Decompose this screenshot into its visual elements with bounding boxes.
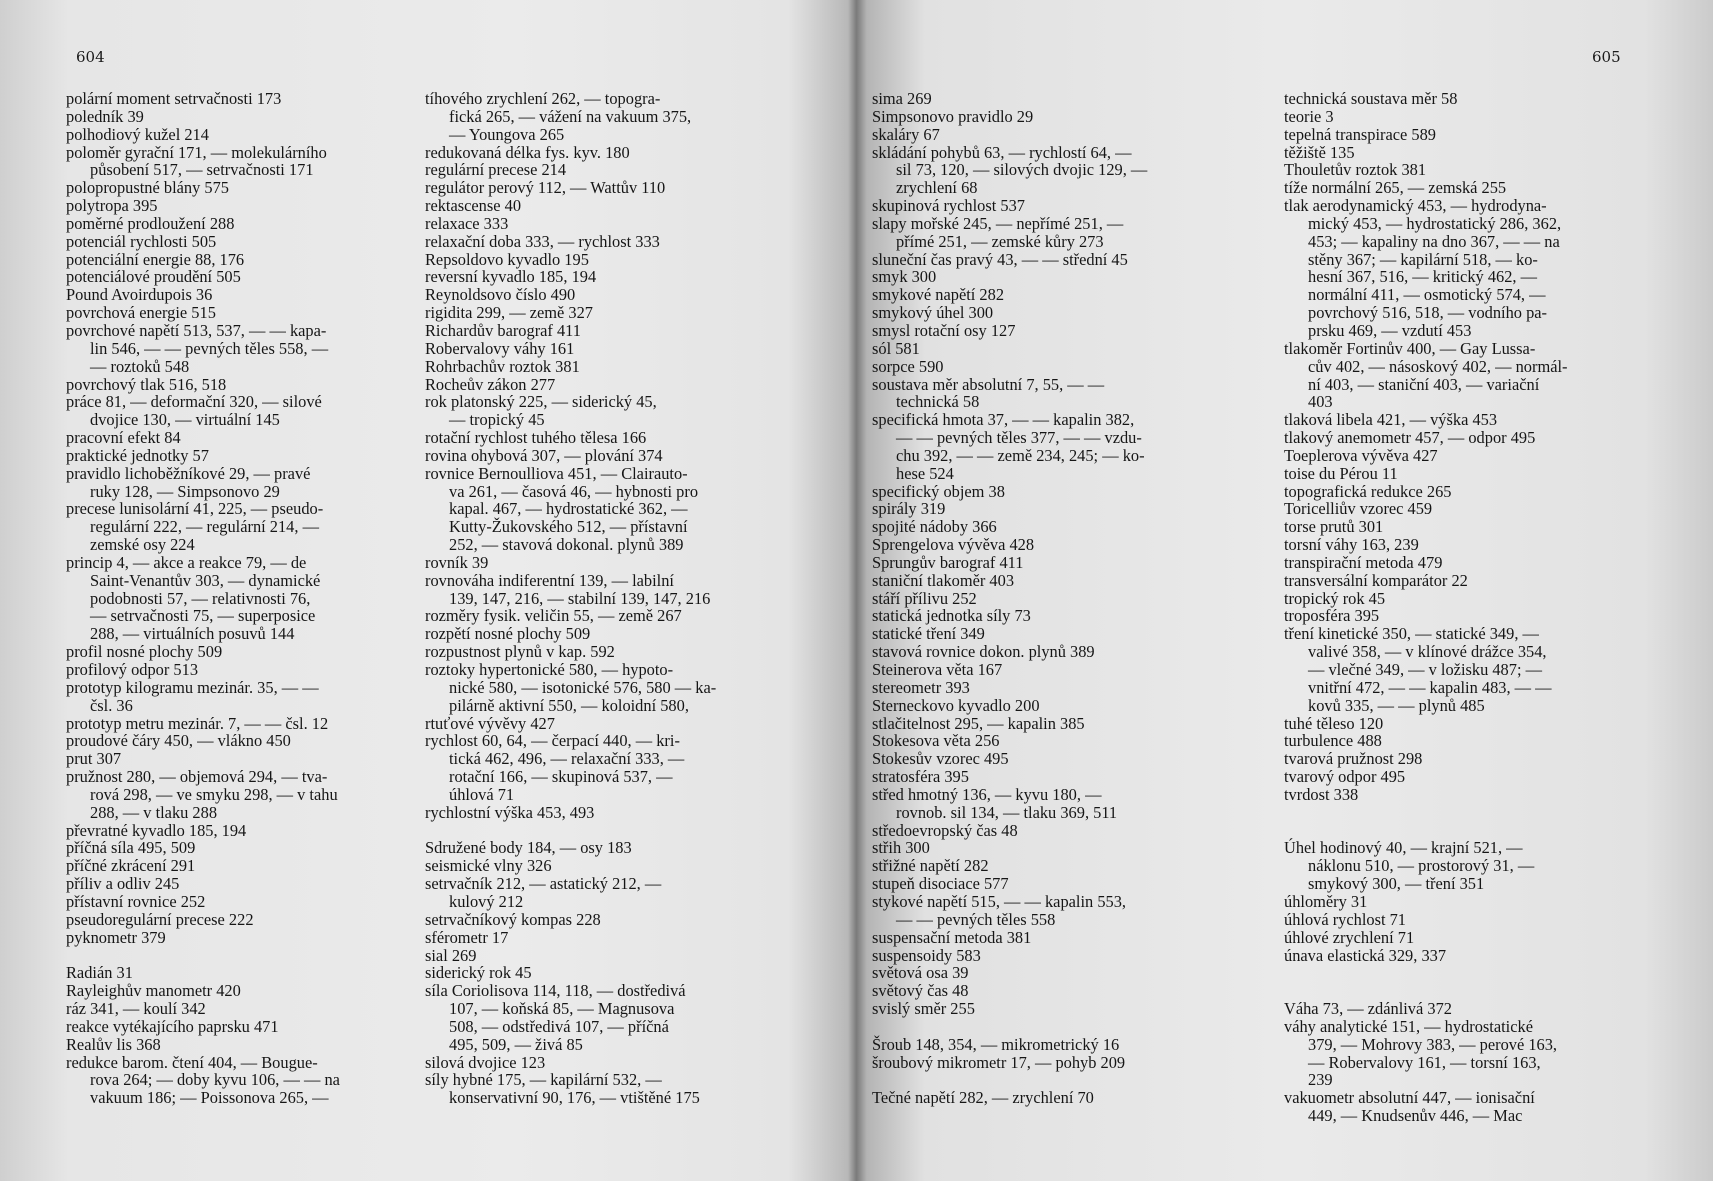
- index-entry: seismické vlny 326: [425, 856, 552, 876]
- index-entry: poledník 39: [66, 106, 144, 126]
- index-entry: Stokesova věta 256: [872, 731, 1000, 751]
- index-entry: rovina ohybová 307, — plování 374: [425, 445, 663, 465]
- index-entry: reakce vytékajícího paprsku 471: [66, 1016, 279, 1036]
- index-entry: Steinerova věta 167: [872, 660, 1003, 679]
- page-number: 605: [1592, 48, 1621, 66]
- index-entry: smysl rotační osy 127: [872, 320, 1016, 340]
- index-entry: polopropustné blány 575: [66, 178, 229, 198]
- index-entry: přístavní rovnice 252: [66, 891, 206, 911]
- index-entry: těžiště 135: [1284, 142, 1355, 162]
- index-entry: princip 4, — akce a reakce 79, — de Saint-Venantův 303, — dynamické podobnosti 57, — relativnosti 76, — setrvačnosti 75, — superposice 288, — virtuálních posuvů 144: [66, 552, 321, 644]
- index-entry: regulární precese 214: [425, 160, 567, 180]
- index-entry: tuhé těleso 120: [1284, 713, 1384, 733]
- index-entry: silová dvojice 123: [425, 1052, 546, 1072]
- index-entry: tíhového zrychlení 262, — topogra- fická 265, — vážení na vakuum 375, — Youngova 265: [425, 89, 692, 144]
- index-entry: Rayleighův manometr 420: [66, 981, 241, 1001]
- index-entry: příčné zkrácení 291: [66, 856, 196, 876]
- index-entry: příčná síla 495, 509: [66, 838, 196, 858]
- index-entry: troposféra 395: [1284, 606, 1380, 626]
- index-entry: relaxační doba 333, — rychlost 333: [425, 231, 660, 251]
- index-entry: Rohrbachův roztok 381: [425, 356, 580, 376]
- index-entry: Richardův barograf 411: [425, 320, 581, 340]
- index-entry: reversní kyvadlo 185, 194: [425, 267, 597, 287]
- index-entry: spirály 319: [872, 499, 946, 519]
- index-entry: šroubový mikrometr 17, — pohyb 209: [872, 1052, 1126, 1072]
- index-entry: únava elastická 329, 337: [1284, 945, 1447, 965]
- index-entry: skládání pohybů 63, — rychlostí 64, — sil 73, 120, — silových dvojic 129, — zrychlení 68: [872, 142, 1148, 198]
- index-entry: Toeplerova vývěva 427: [1284, 445, 1438, 465]
- index-entry: redukovaná délka fys. kyv. 180: [425, 142, 630, 162]
- index-entry: specifický objem 38: [872, 481, 1005, 501]
- index-entry: turbulence 488: [1284, 731, 1382, 751]
- index-entry: stereometr 393: [872, 677, 970, 697]
- index-entry: profilový odpor 513: [66, 660, 199, 679]
- index-entry: topografická redukce 265: [1284, 481, 1452, 501]
- section-gap: [1284, 964, 1614, 982]
- index-entry: pravidlo lichoběžníkové 29, — pravé ruky 128, — Simpsonovo 29: [66, 463, 311, 501]
- index-entry: pracovní efekt 84: [66, 428, 181, 448]
- index-entry: tropický rok 45: [1284, 588, 1386, 608]
- index-entry: Sdružené body 184, — osy 183: [425, 838, 632, 858]
- index-entry: Robervalovy váhy 161: [425, 338, 575, 358]
- index-entry: pyknometr 379: [66, 927, 166, 947]
- index-entry: specifická hmota 37, — — kapalin 382, — — pevných těles 377, — — vzdu- chu 392, — — země 234, 245; — ko- hese 524: [872, 410, 1145, 483]
- index-entry: tepelná transpirace 589: [1284, 124, 1436, 144]
- index-entry: sorpce 590: [872, 356, 944, 376]
- index-entry: úhloměry 31: [1284, 891, 1368, 911]
- index-entry: torsní váhy 163, 239: [1284, 535, 1419, 555]
- index-entry: sférometr 17: [425, 927, 509, 947]
- section-gap: [425, 822, 771, 840]
- index-entry: Tečné napětí 282, — zrychlení 70: [872, 1088, 1094, 1108]
- index-entry: profil nosné plochy 509: [66, 642, 223, 662]
- index-entry: sial 269: [425, 945, 477, 965]
- index-entry: smykové napětí 282: [872, 285, 1005, 305]
- index-entry: prototyp kilogramu mezinár. 35, — — čsl. 36: [66, 677, 319, 715]
- index-entry: spojité nádoby 366: [872, 517, 997, 537]
- index-entry: tvarová pružnost 298: [1284, 749, 1423, 769]
- index-entry: světová osa 39: [872, 963, 969, 983]
- index-column-2: [425, 90, 771, 1107]
- index-entry: rychlost 60, 64, — čerpací 440, — kri- tická 462, 496, — relaxační 333, — rotační 166, — skupinová 537, — úhlová 71: [425, 731, 685, 804]
- index-entry: ráz 341, — koulí 342: [66, 999, 206, 1019]
- section-gap: [66, 947, 412, 965]
- index-entry: tření kinetické 350, — statické 349, — valivé 358, — v klínové drážce 354, — vlečné 349, — v ložisku 487; — vnitřní 472, — — kapalin 483, — — kovů 335, — — plynů 485: [1284, 624, 1552, 715]
- index-entry: střed hmotný 136, — kyvu 180, — rovnob. sil 134, — tlaku 369, 511: [872, 784, 1118, 822]
- index-entry: Toricelliův vzorec 459: [1284, 499, 1433, 519]
- index-entry: suspensoidy 583: [872, 945, 981, 965]
- index-entry: staniční tlakoměr 403: [872, 570, 1015, 590]
- index-entry: siderický rok 45: [425, 963, 532, 983]
- section-gap: [1284, 804, 1614, 822]
- index-entry: střižné napětí 282: [872, 856, 989, 876]
- index-entry: sluneční čas pravý 43, — — střední 45: [872, 249, 1128, 269]
- index-entry: polární moment setrvačnosti 173: [66, 89, 282, 108]
- index-entry: prototyp metru mezinár. 7, — — čsl. 12: [66, 713, 329, 733]
- index-entry: povrchové napětí 513, 537, — — kapa- lin 546, — — pevných těles 558, — — roztoků 548: [66, 320, 329, 376]
- index-entry: statická jednotka síly 73: [872, 606, 1031, 626]
- index-entry: úhlová rychlost 71: [1284, 909, 1407, 929]
- index-entry: redukce barom. čtení 404, — Bougue- rova 264; — doby kyvu 106, — — na vakuum 186; — Poissonova 265, —: [66, 1052, 340, 1108]
- index-entry: soustava měr absolutní 7, 55, — — technická 58: [872, 374, 1105, 412]
- section-gap: [1284, 982, 1614, 1000]
- index-entry: transpirační metoda 479: [1284, 552, 1443, 572]
- index-entry: Radián 31: [66, 963, 133, 983]
- index-entry: tlak aerodynamický 453, — hydrodyna- mický 453, — hydrostatický 286, 362, 453; — kapaliny na dno 367, — — na stěny 367; — kapilární 518, — ko- hesní 367, 516, — kritický 462, — normální 411, — osmotický 574, — povrchový 516, 518, — vodního pa- prsku 469, — vzdutí 453: [1284, 196, 1562, 340]
- index-entry: potenciálové proudění 505: [66, 267, 241, 287]
- index-entry: precese lunisolární 41, 225, — pseudo- regulární 222, — regulární 214, — zemské osy 224: [66, 499, 324, 555]
- index-entry: Stokesův vzorec 495: [872, 749, 1009, 769]
- index-column-1: [872, 90, 1202, 1107]
- index-column-2: [1284, 90, 1614, 1125]
- index-entry: stáří přílivu 252: [872, 588, 977, 608]
- index-entry: praktické jednotky 57: [66, 445, 209, 465]
- index-entry: úhlové zrychlení 71: [1284, 927, 1415, 947]
- index-entry: tvarový odpor 495: [1284, 767, 1406, 787]
- index-entry: Rocheův zákon 277: [425, 374, 556, 394]
- section-gap: [872, 1071, 1202, 1089]
- index-entry: skupinová rychlost 537: [872, 196, 1025, 216]
- section-gap: [872, 1018, 1202, 1036]
- index-entry: vakuometr absolutní 447, — ionisační 449, — Knudsenův 446, — Mac: [1284, 1088, 1535, 1126]
- index-entry: slapy mořské 245, — nepřímé 251, — přímé 251, — zemské kůry 273: [872, 213, 1124, 251]
- index-entry: relaxace 333: [425, 213, 509, 233]
- index-entry: poměrné prodloužení 288: [66, 213, 235, 233]
- index-entry: tlaková libela 421, — výška 453: [1284, 410, 1498, 430]
- index-entry: transversální komparátor 22: [1284, 570, 1468, 590]
- index-entry: prut 307: [66, 749, 122, 769]
- index-entry: proudové čáry 450, — vlákno 450: [66, 731, 291, 751]
- index-entry: převratné kyvadlo 185, 194: [66, 820, 247, 840]
- index-entry: Realův lis 368: [66, 1034, 161, 1054]
- index-entry: rektascense 40: [425, 196, 522, 216]
- index-entry: rotační rychlost tuhého tělesa 166: [425, 428, 647, 448]
- index-entry: Simpsonovo pravidlo 29: [872, 106, 1034, 126]
- index-entry: sima 269: [872, 89, 932, 108]
- index-entry: rok platonský 225, — siderický 45, — tropický 45: [425, 392, 657, 430]
- index-entry: síly hybné 175, — kapilární 532, — konservativní 90, 176, — vtištěné 175: [425, 1070, 700, 1108]
- index-entry: tlakový anemometr 457, — odpor 495: [1284, 428, 1536, 448]
- index-entry: potenciál rychlosti 505: [66, 231, 217, 251]
- index-entry: potenciální energie 88, 176: [66, 249, 245, 269]
- index-entry: pružnost 280, — objemová 294, — tva- rová 298, — ve smyku 298, — v tahu 288, — v tlaku 288: [66, 767, 338, 822]
- index-entry: tlakoměr Fortinův 400, — Gay Lussa- cův 402, — násoskový 402, — normál- ní 403, — staniční 403, — variační 403: [1284, 338, 1568, 412]
- index-entry: světový čas 48: [872, 981, 969, 1001]
- index-entry: stavová rovnice dokon. plynů 389: [872, 642, 1095, 662]
- index-entry: setrvačník 212, — astatický 212, — kulový 212: [425, 874, 662, 911]
- index-entry: Váha 73, — zdánlivá 372: [1284, 999, 1452, 1019]
- right-page: [852, 0, 1713, 1181]
- index-entry: rozpustnost plynů v kap. 592: [425, 642, 615, 662]
- index-entry: teorie 3: [1284, 106, 1334, 126]
- index-entry: síla Coriolisova 114, 118, — dostředivá 107, — koňská 85, — Magnusova 508, — odstředivá 107, — příčná 495, 509, — živá 85: [425, 981, 686, 1054]
- index-entry: roztoky hypertonické 580, — hypoto- nické 580, — isotonické 576, 580 — ka- pilárně aktivní 550, — koloidní 580,: [425, 660, 717, 715]
- index-entry: Sprungův barograf 411: [872, 552, 1024, 572]
- index-entry: Pound Avoirdupois 36: [66, 285, 213, 305]
- index-entry: středoevropský čas 48: [872, 820, 1018, 840]
- index-entry: polhodiový kužel 214: [66, 124, 209, 144]
- index-entry: statické tření 349: [872, 624, 985, 644]
- index-entry: smyk 300: [872, 267, 937, 287]
- index-entry: rovnováha indiferentní 139, — labilní 139, 147, 216, — stabilní 139, 147, 216: [425, 570, 711, 608]
- index-entry: svislý směr 255: [872, 999, 975, 1019]
- index-entry: rigidita 299, — země 327: [425, 303, 593, 323]
- index-entry: setrvačníkový kompas 228: [425, 909, 601, 929]
- index-entry: střih 300: [872, 838, 930, 858]
- index-entry: poloměr gyrační 171, — molekulárního působení 517, — setrvačnosti 171: [66, 142, 327, 180]
- index-entry: Sprengelova vývěva 428: [872, 535, 1035, 555]
- index-entry: rtuťové vývěvy 427: [425, 713, 555, 733]
- section-gap: [1284, 822, 1614, 840]
- page-number: 604: [76, 48, 105, 66]
- index-entry: stupeň disociace 577: [872, 874, 1009, 894]
- index-entry: povrchová energie 515: [66, 303, 216, 323]
- index-entry: rozměry fysik. veličin 55, — země 267: [425, 606, 682, 626]
- index-entry: rovník 39: [425, 552, 489, 572]
- index-entry: váhy analytické 151, — hydrostatické 379, — Mohrovy 383, — perové 163, — Robervalovy 161, — torsní 163, 239: [1284, 1016, 1558, 1090]
- index-entry: tvrdost 338: [1284, 784, 1359, 804]
- index-entry: pseudoregulární precese 222: [66, 909, 254, 929]
- index-entry: technická soustava měr 58: [1284, 89, 1458, 108]
- left-page: [0, 0, 850, 1181]
- index-entry: příliv a odliv 245: [66, 874, 180, 894]
- index-entry: stratosféra 395: [872, 767, 969, 787]
- index-entry: tíže normální 265, — zemská 255: [1284, 178, 1507, 198]
- index-entry: Úhel hodinový 40, — krajní 521, — náklonu 510, — prostorový 31, — smykový 300, — tření 351: [1284, 838, 1535, 894]
- index-entry: Sterneckovo kyvadlo 200: [872, 695, 1040, 715]
- index-entry: torse prutů 301: [1284, 517, 1384, 537]
- index-entry: rozpětí nosné plochy 509: [425, 624, 591, 644]
- index-entry: rovnice Bernoulliova 451, — Clairauto- va 261, — časová 46, — hybnosti pro kapal. 467, — hydrostatické 362, — Kutty-Žukovského 512, — přístavní 252, — stavová dokonal. plynů 389: [425, 463, 699, 555]
- index-entry: toise du Pérou 11: [1284, 463, 1398, 483]
- index-entry: skaláry 67: [872, 124, 940, 144]
- index-entry: povrchový tlak 516, 518: [66, 374, 227, 394]
- index-column-1: [66, 90, 412, 1107]
- index-entry: regulátor perový 112, — Wattův 110: [425, 178, 666, 198]
- index-entry: Šroub 148, 354, — mikrometrický 16: [872, 1034, 1120, 1054]
- index-entry: polytropa 395: [66, 196, 158, 216]
- index-entry: suspensační metoda 381: [872, 927, 1032, 947]
- index-entry: sól 581: [872, 338, 920, 358]
- index-entry: Thouletův roztok 381: [1284, 160, 1427, 180]
- index-entry: Repsoldovo kyvadlo 195: [425, 249, 589, 269]
- index-entry: Reynoldsovo číslo 490: [425, 285, 576, 305]
- index-entry: stlačitelnost 295, — kapalin 385: [872, 713, 1085, 733]
- index-entry: práce 81, — deformační 320, — silové dvojice 130, — virtuální 145: [66, 392, 322, 430]
- index-entry: smykový úhel 300: [872, 303, 994, 323]
- index-entry: rychlostní výška 453, 493: [425, 802, 595, 822]
- index-entry: stykové napětí 515, — — kapalin 553, — — pevných těles 558: [872, 891, 1127, 929]
